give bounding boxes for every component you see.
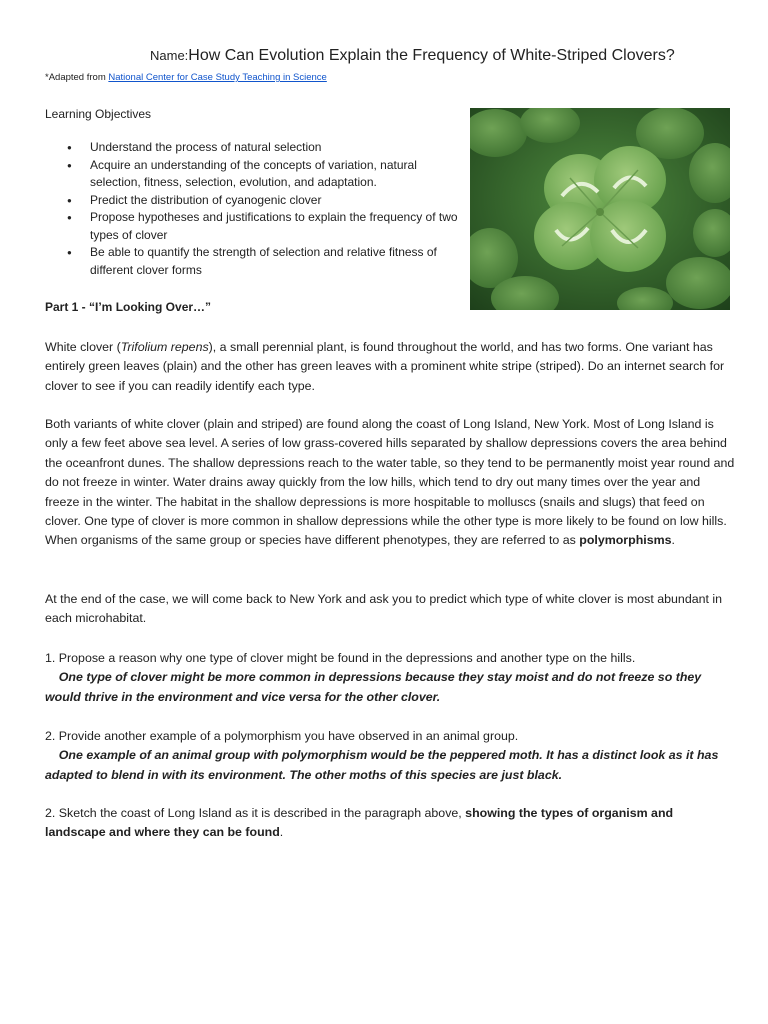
list-item: ● Be able to quantify the strength of selection and relative fitness of different clover forms <box>45 244 460 279</box>
answer-2 <box>45 748 718 781</box>
p1-text-b: ), a small perennial plant, is found throughout the world, and has two forms. One variant has entirely green leaves (plain) and the other has green leaves with a prominent white stripe (striped). Do an internet search for clover to see if you can readily identify each type. <box>45 340 725 393</box>
p2-text: Both variants of white clover (plain and striped) are found along the coast of Long Island, New York. Most of Long Island is only a few feet above sea level. A series of low grass-covered hills separated by shallow depressions covers the area behind the oceanfront dunes. The shallow depressions reach to the water table, so they tend to be permanently moist year round and do not freeze in winter. Water drains away quickly from the low hills, which tend to dry out many times over the year and freeze in the winter. The habitat in the shallow depressions is more hospitable to molluscs (snails and slugs) that feed on clover. One type of clover is more common in shallow depressions while the other type is more likely to be found on low hills. When organisms of the same group or species have different phenotypes, they are referred to as <box>45 417 735 548</box>
paragraph-habitat <box>45 415 735 551</box>
source-link[interactable]: National Center for Case Study Teaching in Science <box>108 72 327 83</box>
question-3-end: . <box>279 825 284 840</box>
question-2 <box>45 727 735 785</box>
page-title: How Can Evolution Explain the Frequency of White-Striped Clovers? <box>188 47 675 64</box>
paragraph-return: At the end of the case, we will come back to New York and ask you to predict which type of white clover is most abundant in each microhabitat. <box>45 592 723 626</box>
species-name: Trifolium repens <box>120 340 209 354</box>
part1-heading: Part 1 - “I’m Looking Over…” <box>45 300 212 314</box>
question-1 <box>45 649 735 707</box>
answer-1 <box>45 670 701 703</box>
objectives-list <box>45 139 460 279</box>
polymorphisms-term: polymorphisms <box>579 533 672 548</box>
objectives-heading: Learning Objectives <box>45 107 152 121</box>
question-2-text: 2. Provide another example of a polymorphism you have observed in an animal group. <box>45 729 519 743</box>
answer-1-text: One type of clover might be more common in depressions because they stay moist and do not freeze so they would thrive in the environment and vice versa for the other clover. <box>45 670 702 704</box>
list-item: ● Predict the distribution of cyanogenic clover <box>45 192 460 210</box>
list-item: ● Acquire an understanding of the concepts of variation, natural selection, fitness, selection, evolution, and adaptation. <box>45 157 460 192</box>
name-label: Name: <box>150 48 189 63</box>
list-item: ● Propose hypotheses and justifications to explain the frequency of two types of clover <box>45 209 460 244</box>
adapted-note <box>45 72 327 83</box>
paragraph-intro <box>45 338 735 396</box>
question-3-text: 2. Sketch the coast of Long Island as it is described in the paragraph above, <box>45 806 466 820</box>
question-1-text: 1. Propose a reason why one type of clover might be found in the depressions and another type on the hills. <box>45 651 636 665</box>
p1-text-a: White clover ( <box>45 340 121 354</box>
title-line <box>150 47 750 65</box>
list-item: ● Understand the process of natural selection <box>45 139 460 157</box>
question-3-emphasis: showing the types of organism and landscape and where they can be found <box>45 806 674 840</box>
answer-2-text: One example of an animal group with polymorphism would be the peppered moth. It has a distinct look as it has adapted to blend in with its environment. The other moths of this species are just black. <box>45 748 719 782</box>
p2-end: . <box>671 533 675 548</box>
clover-photo <box>470 108 730 310</box>
adapted-prefix: *Adapted from <box>45 72 109 83</box>
question-3 <box>45 804 735 843</box>
